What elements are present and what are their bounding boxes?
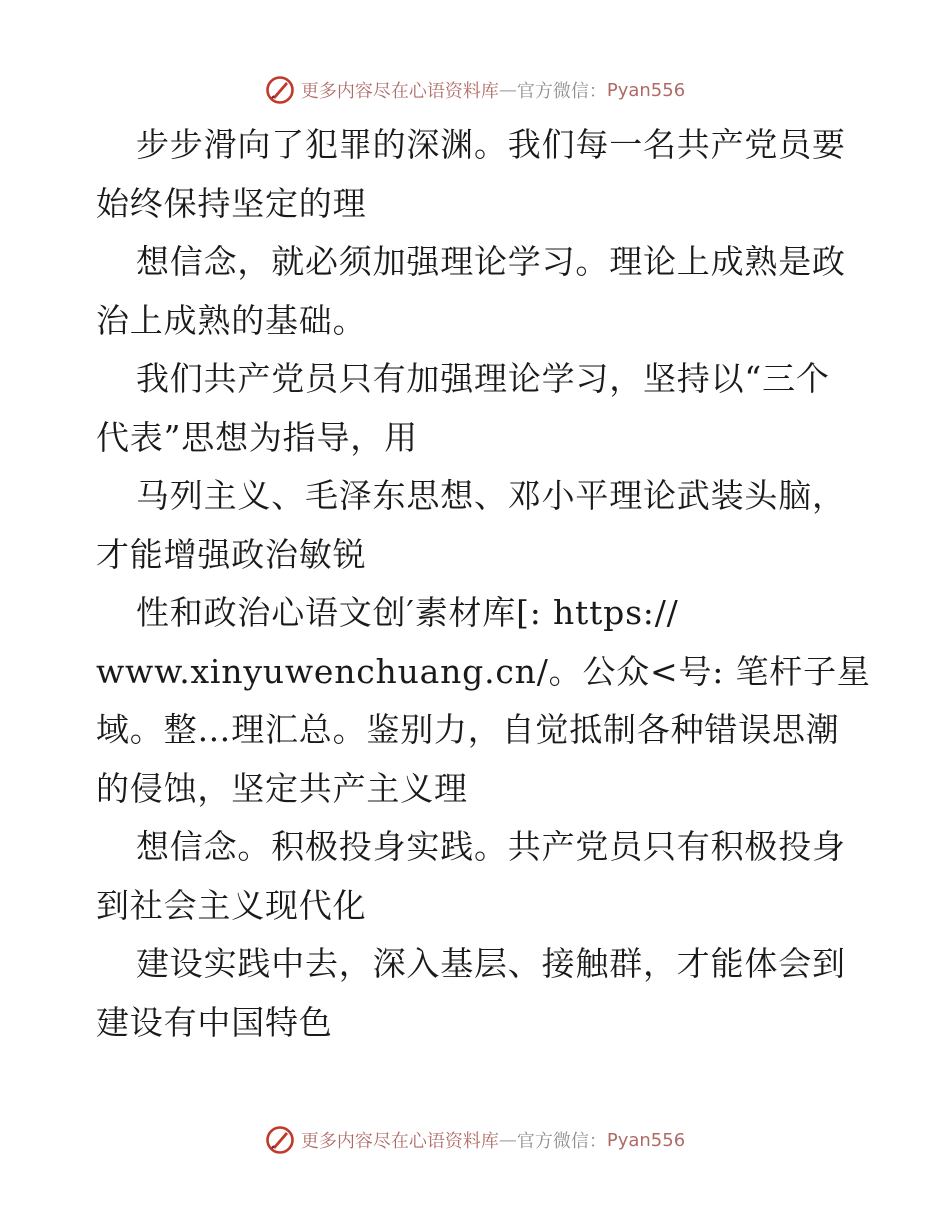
footer-separator: — <box>498 1129 517 1151</box>
body-line-4: 治上成熟的基础。 <box>96 300 367 340</box>
header-brand-text: 更多内容尽在心语资料库 <box>300 81 499 102</box>
body-line-12: 的侵蚀，坚定共产主义理 <box>96 768 468 808</box>
body-line-16: 建设有中国特色 <box>96 1002 333 1042</box>
body-line-9: 性和政治心语文创′素材库[: https:// <box>136 593 679 632</box>
body-line-7: 马列主义、毛泽东思想、邓小平理论武装头脑， <box>136 476 846 515</box>
body-line-8: 才能增强政治敏锐 <box>96 534 367 574</box>
header-wechat-label: 官方微信： <box>516 81 607 102</box>
header-wechat-id: Pyan556 <box>606 79 686 101</box>
body-line-6: 代表”思想为指导，用 <box>96 417 418 457</box>
body-line-3: 想信念，就必须加强理论学习。理论上成熟是政 <box>136 242 846 281</box>
body-line-15: 建设实践中去，深入基层、接触群，才能体会到 <box>136 944 846 983</box>
footer-brand-text: 更多内容尽在心语资料库 <box>300 1131 499 1152</box>
body-line-13: 想信念。积极投身实践。共产党员只有积极投身 <box>136 827 846 866</box>
body-line-11: 域。整…理汇总。鉴别力，自觉抵制各种错误思潮 <box>96 710 840 749</box>
body-line-5: 我们共产党员只有加强理论学习，坚持以“三个 <box>136 359 830 398</box>
header-separator: — <box>498 79 517 101</box>
document-body <box>96 116 871 1052</box>
footer-banner <box>0 1120 950 1160</box>
header-banner <box>0 70 950 110</box>
body-line-10: www.xinyuwenchuang.cn/。公众<号: 笔杆子星 <box>96 651 871 691</box>
body-line-14: 到社会主义现代化 <box>96 885 367 925</box>
quill-pen-logo-icon <box>265 1125 295 1155</box>
quill-pen-logo-icon <box>265 75 295 105</box>
body-line-2: 始终保持坚定的理 <box>96 183 367 223</box>
footer-wechat-label: 官方微信： <box>516 1131 607 1152</box>
footer-wechat-id: Pyan556 <box>606 1129 686 1151</box>
body-line-1: 步步滑向了犯罪的深渊。我们每一名共产党员要 <box>136 125 846 164</box>
